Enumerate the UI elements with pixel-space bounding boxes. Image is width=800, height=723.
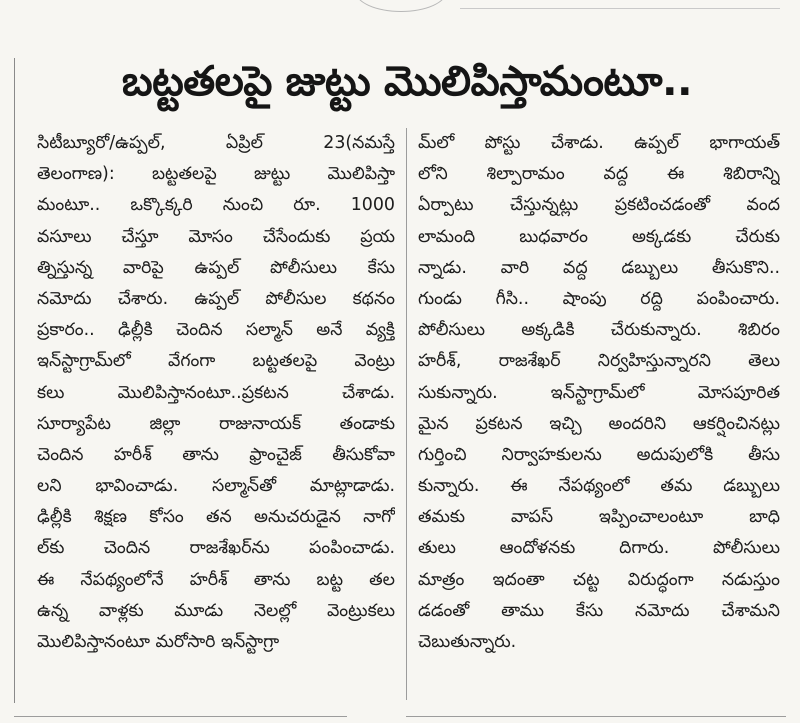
bottom-rule-left: [14, 716, 347, 717]
article-text-line: త్నిస్తున్న వారిపై ఉప్పల్ పోలీసులు కేసు: [37, 257, 395, 278]
article-text-line: ఏర్పాటు చేస్తున్నట్లు ప్రకటించడంతో వంద: [418, 195, 780, 216]
bottom-rule-right: [406, 716, 786, 717]
article-text-line: న్నాడు. వారి వద్ద డబ్బులు తీసుకొని..: [418, 257, 780, 278]
article-text-line: మంటూ.. ఒక్కొక్కరి నుంచి రూ. 1000: [37, 195, 395, 216]
article-text-line: ఢిల్లీకి శిక్షణ కోసం తన అనుచరుడైన నాగో: [37, 507, 395, 528]
article-text-line: గుండు గీసి.. షాంపు రద్ది పంపించారు.: [418, 288, 780, 309]
article-text-line: ప్రకారం.. ఢిల్లీకి చెందిన సల్మాన్ అనే వ్యక్తి: [37, 320, 395, 341]
article-text-line: పోలీసులు అక్కడికి చేరుకున్నారు. శిబిరం: [418, 320, 780, 341]
article-text-line: ఇన్‌స్టాగ్రామ్‌లో వేగంగా బట్టతలపై వెంట్రు: [37, 351, 395, 372]
article-text-line: మాత్రం ఇదంతా చట్ట విరుద్ధంగా నడుస్తుం: [418, 569, 780, 590]
article-text-line: మైన ప్రకటన ఇచ్చి అందరిని ఆకర్షించినట్లు: [418, 413, 780, 434]
previous-page-fragment: [0, 0, 800, 16]
article-text-line: వసూలు చేస్తూ మోసం చేసేందుకు ప్రయ: [37, 226, 395, 247]
article-text-line: మ్‌లో పోస్టు చేశాడు. ఉప్పల్ భాగాయత్: [418, 133, 780, 153]
column-divider: [406, 128, 407, 700]
article-text-line: తమకు వాపస్ ఇప్పించాలంటూ బాధి: [418, 507, 780, 528]
article-text-line: డడంతో తాము కేసు నమోదు చేశామని: [418, 600, 780, 621]
article-text-line: ల్‌కు చెందిన రాజశేఖర్‌ను పంపించాడు.: [37, 538, 395, 559]
article-text-line: లోని శిల్పారామం వద్ద ఈ శిబిరాన్ని: [418, 164, 780, 185]
article-column-left: [37, 128, 395, 698]
top-rule: [460, 8, 780, 9]
article-text-line: కున్నారు. ఈ నేపథ్యంలో తమ డబ్బులు: [418, 476, 780, 497]
article-text-line: చెందిన హరీశ్ తాను ఫ్రాంచైజ్ తీసుకోవా: [37, 444, 395, 465]
article-text-line: ఉన్న వాళ్లకు మూడు నెలల్లో వెంట్రుకలు: [37, 600, 395, 621]
article-text-line: గుర్తించి నిర్వాహకులను అదుపులోకి తీసు: [418, 444, 780, 465]
article-text-line: లామంది బుధవారం అక్కడకు చేరుకు: [418, 226, 780, 247]
article-text-line: ఈ నేపథ్యంలోనే హరీశ్ తాను బట్ట తల: [37, 569, 395, 590]
article-text-line: సూర్యాపేట జిల్లా రాజునాయక్ తండాకు: [37, 413, 395, 434]
article-column-right: [418, 128, 780, 698]
article-text-line: చెబుతున్నారు.: [418, 632, 517, 652]
article-text-line: తులు ఆందోళనకు దిగారు. పోలీసులు: [418, 538, 780, 559]
article-text-line: మొలిపిస్తానంటూ మరోసారి ఇన్‌స్టాగ్రా: [37, 632, 280, 652]
left-border-rule: [14, 58, 15, 703]
article-text-line: సుకున్నారు. ఇన్‌స్టాగ్రామ్‌లో మోసపూరిత: [418, 382, 780, 403]
article-text-line: హరీశ్, రాజశేఖర్ నిర్వహిస్తున్నారని తెలు: [418, 351, 780, 372]
masthead-arc-fragment: [355, 0, 447, 12]
article-text-line: సిటీబ్యూరో/ఉప్పల్, ఏప్రిల్ 23(నమస్తే: [37, 133, 395, 153]
article-text-line: లని భావించాడు. సల్మాన్‌తో మాట్లాడాడు.: [37, 476, 395, 497]
article-text-line: తెలంగాణ): బట్టతలపై జుట్టు మొలిపిస్తా: [37, 164, 395, 185]
article-text-line: కలు మొలిపిస్తానంటూ..ప్రకటన చేశాడు.: [37, 382, 395, 403]
article-text-line: నమోదు చేశారు. ఉప్పల్ పోలీసుల కథనం: [37, 288, 395, 309]
article-headline: బట్టతలపై జుట్టు మొలిపిస్తామంటూ..: [121, 57, 693, 105]
